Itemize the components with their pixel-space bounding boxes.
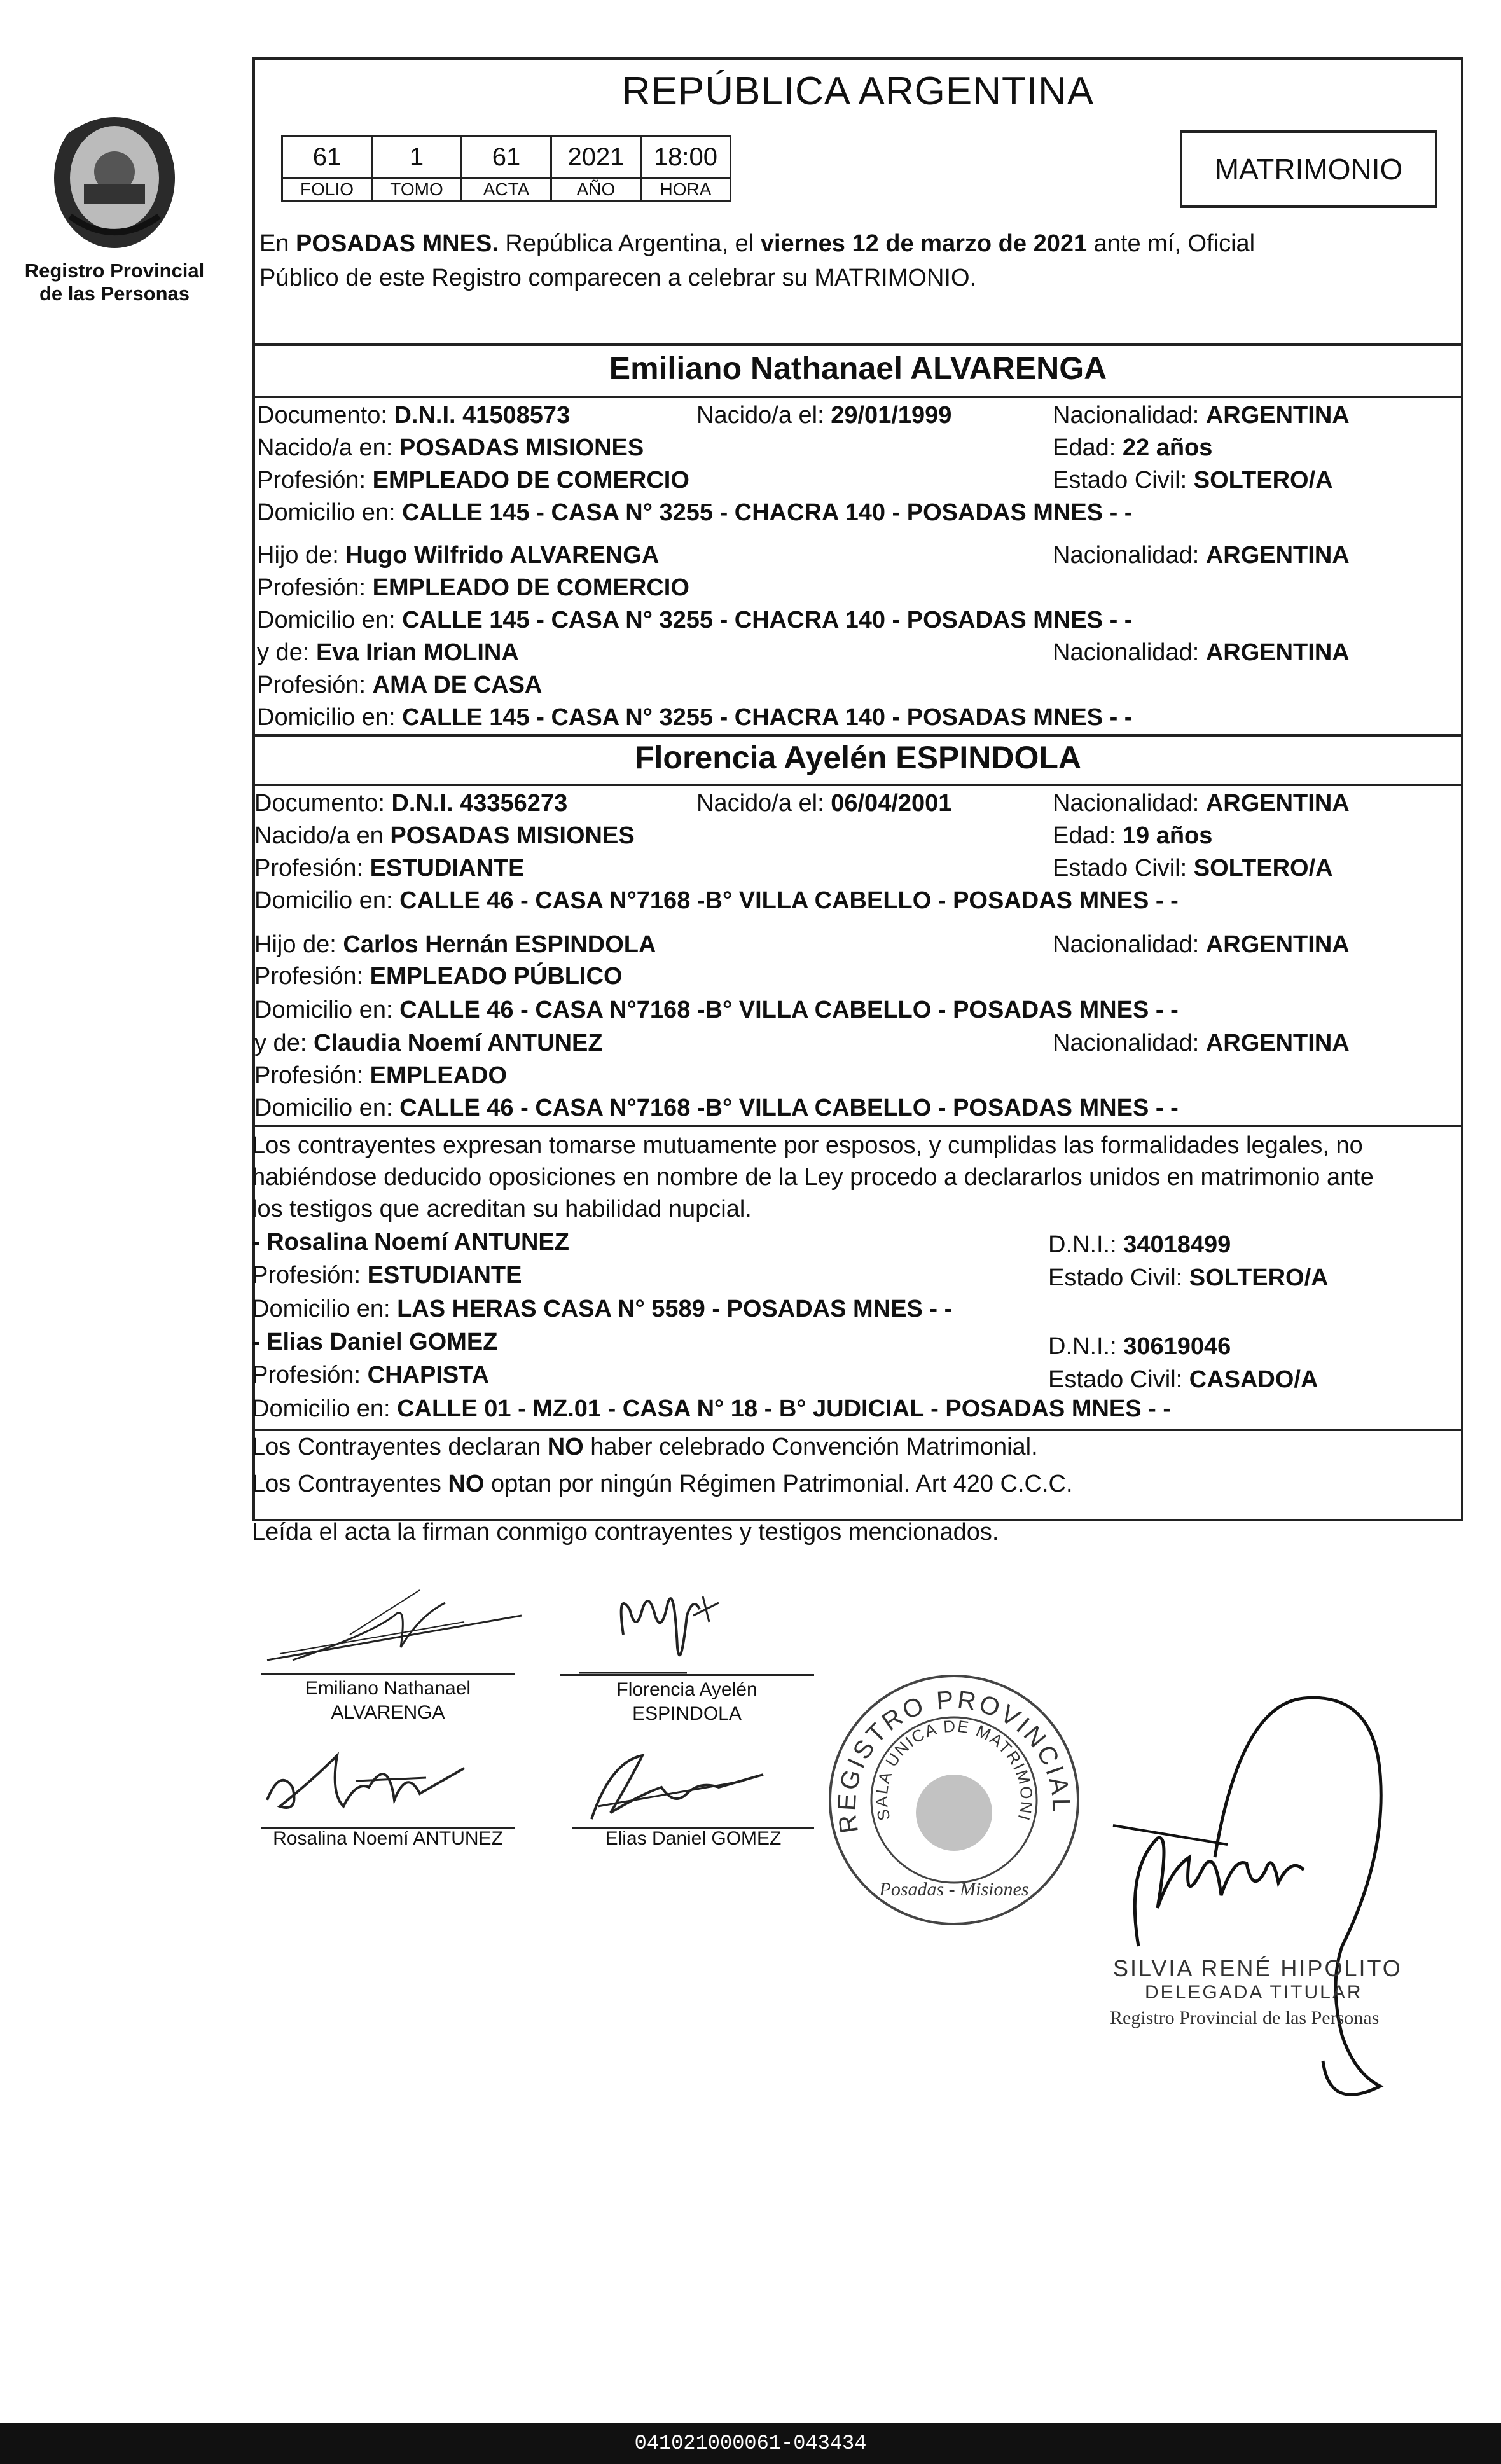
groom-age: Edad: 22 años xyxy=(1053,434,1213,461)
witness-1-address: Domicilio en: LAS HERAS CASA N° 5589 - POSADAS MNES - - xyxy=(252,1296,953,1322)
official-title: DELEGADA TITULAR xyxy=(1145,1982,1363,2003)
witness-2-signature xyxy=(572,1743,782,1832)
witness-1-civil-status: Estado Civil: SOLTERO/A xyxy=(1048,1264,1329,1291)
groom-birthplace: Nacido/a en: POSADAS MISIONES xyxy=(257,434,644,461)
groom-mother-nationality: Nacionalidad: ARGENTINA xyxy=(1053,639,1350,666)
divider xyxy=(252,734,1463,737)
logo-caption-line1: Registro Provincial xyxy=(24,260,205,282)
groom-father: Hijo de: Hugo Wilfrido ALVARENGA xyxy=(257,542,660,569)
bride-mother: y de: Claudia Noemí ANTUNEZ xyxy=(254,1030,603,1056)
witness-1-dni: D.N.I.: 34018499 xyxy=(1048,1231,1231,1258)
acta-label: ACTA xyxy=(462,179,551,201)
bride-address: Domicilio en: CALLE 46 - CASA N°7168 -B° VILLA CABELLO - POSADAS MNES - - xyxy=(254,887,1179,914)
record-table xyxy=(281,135,731,202)
bride-birthplace: Nacido/a en POSADAS MISIONES xyxy=(254,822,635,849)
hora-label: HORA xyxy=(641,179,731,201)
anio-label: AÑO xyxy=(551,179,641,201)
groom-name: Emiliano Nathanael ALVARENGA xyxy=(609,350,1107,386)
folio-value: 61 xyxy=(282,136,372,179)
witness-1-name: - Rosalina Noemí ANTUNEZ xyxy=(252,1229,569,1256)
groom-mother-address: Domicilio en: CALLE 145 - CASA N° 3255 - CHACRA 140 - POSADAS MNES - - xyxy=(257,704,1133,731)
groom-address: Domicilio en: CALLE 145 - CASA N° 3255 - CHACRA 140 - POSADAS MNES - - xyxy=(257,499,1133,526)
groom-civil-status: Estado Civil: SOLTERO/A xyxy=(1053,467,1333,494)
divider xyxy=(252,343,1463,346)
convention-line-2: Los Contrayentes NO optan por ningún Régimen Patrimonial. Art 420 C.C.C. xyxy=(252,1471,1073,1497)
bride-name: Florencia Ayelén ESPINDOLA xyxy=(634,740,1082,775)
signature-line xyxy=(560,1674,814,1676)
tomo-label: TOMO xyxy=(372,179,462,201)
convention-line-1: Los Contrayentes declaran NO haber celebrado Convención Matrimonial. xyxy=(252,1434,1038,1460)
bride-birthdate: Nacido/a el: 06/04/2001 xyxy=(696,790,952,817)
divider xyxy=(252,784,1463,786)
province-logo xyxy=(38,89,191,261)
bride-age: Edad: 19 años xyxy=(1053,822,1213,849)
divider xyxy=(252,396,1463,398)
witness-2-civil-status: Estado Civil: CASADO/A xyxy=(1048,1366,1318,1393)
bride-father-address: Domicilio en: CALLE 46 - CASA N°7168 -B° VILLA CABELLO - POSADAS MNES - - xyxy=(254,997,1179,1023)
document-code-bar: 041021000061-043434 xyxy=(0,2423,1501,2464)
signature-line xyxy=(261,1673,515,1675)
page-title: REPÚBLICA ARGENTINA xyxy=(621,69,1095,113)
groom-signature xyxy=(254,1577,541,1673)
logo-caption-line2: de las Personas xyxy=(39,282,190,305)
divider xyxy=(252,1125,1463,1127)
registry-seal xyxy=(820,1666,1088,1934)
groom-mother-profession: Profesión: AMA DE CASA xyxy=(257,672,543,698)
groom-father-address: Domicilio en: CALLE 145 - CASA N° 3255 - CHACRA 140 - POSADAS MNES - - xyxy=(257,607,1133,633)
bride-father: Hijo de: Carlos Hernán ESPINDOLA xyxy=(254,931,656,958)
official-signature xyxy=(1075,1679,1431,2124)
intro-line-2: Público de este Registro comparecen a celebrar su MATRIMONIO. xyxy=(259,265,977,291)
bride-nationality: Nacionalidad: ARGENTINA xyxy=(1053,790,1350,817)
groom-document: Documento: D.N.I. 41508573 xyxy=(257,402,571,429)
declaration-line-1: Los contrayentes expresan tomarse mutuamente por esposos, y cumplidas las formalidades legales, no xyxy=(252,1132,1363,1159)
seal-inner-text: SALA UNICA DE MATRIMONI xyxy=(871,1716,1037,1824)
seal-outer-text: REGISTRO PROVINCIAL xyxy=(833,1685,1076,1836)
witness-2-profession: Profesión: CHAPISTA xyxy=(252,1362,490,1388)
groom-father-profession: Profesión: EMPLEADO DE COMERCIO xyxy=(257,574,689,601)
witness-2-address: Domicilio en: CALLE 01 - MZ.01 - CASA N° 18 - B° JUDICIAL - POSADAS MNES - - xyxy=(252,1395,1172,1422)
witness-2-name: - Elias Daniel GOMEZ xyxy=(252,1329,498,1355)
witness-2-signature-label: Elias Daniel GOMEZ xyxy=(605,1828,782,1849)
seal-bottom-text: Posadas - Misiones xyxy=(879,1879,1029,1900)
witness-1-signature xyxy=(261,1743,490,1832)
groom-birthdate: Nacido/a el: 29/01/1999 xyxy=(696,402,952,429)
declaration-line-2: habiéndose deducido oposiciones en nombre de la Ley procedo a declararlos unidos en matrimonio ante xyxy=(252,1164,1374,1191)
bride-mother-profession: Profesión: EMPLEADO xyxy=(254,1062,508,1089)
official-office: Registro Provincial de las Personas xyxy=(1110,2007,1380,2028)
anio-value: 2021 xyxy=(551,136,641,179)
groom-nationality: Nacionalidad: ARGENTINA xyxy=(1053,402,1350,429)
bride-document: Documento: D.N.I. 43356273 xyxy=(254,790,568,817)
bride-signature-label: Florencia Ayelén ESPINDOLA xyxy=(616,1679,757,1724)
acta-value: 61 xyxy=(462,136,551,179)
bride-mother-nationality: Nacionalidad: ARGENTINA xyxy=(1053,1030,1350,1056)
hora-value: 18:00 xyxy=(641,136,731,179)
groom-profession: Profesión: EMPLEADO DE COMERCIO xyxy=(257,467,689,494)
bride-father-profession: Profesión: EMPLEADO PÚBLICO xyxy=(254,963,623,990)
document-type-box: MATRIMONIO xyxy=(1180,130,1437,208)
groom-signature-label: Emiliano Nathanael ALVARENGA xyxy=(305,1678,471,1723)
official-name: SILVIA RENÉ HIPOLITO xyxy=(1113,1955,1402,1981)
witness-1-signature-label: Rosalina Noemí ANTUNEZ xyxy=(273,1828,503,1849)
logo-caption xyxy=(19,260,210,305)
bride-mother-address: Domicilio en: CALLE 46 - CASA N°7168 -B° VILLA CABELLO - POSADAS MNES - - xyxy=(254,1095,1179,1121)
bride-profession: Profesión: ESTUDIANTE xyxy=(254,855,525,882)
declaration-line-3: los testigos que acreditan su habilidad nupcial. xyxy=(252,1196,752,1222)
folio-label: FOLIO xyxy=(282,179,372,201)
groom-father-nationality: Nacionalidad: ARGENTINA xyxy=(1053,542,1350,569)
closing-text: Leída el acta la firman conmigo contrayentes y testigos mencionados. xyxy=(252,1519,999,1546)
groom-mother: y de: Eva Irian MOLINA xyxy=(257,639,519,666)
witness-2-dni: D.N.I.: 30619046 xyxy=(1048,1333,1231,1360)
bride-father-nationality: Nacionalidad: ARGENTINA xyxy=(1053,931,1350,958)
intro-line-1: En POSADAS MNES. República Argentina, el viernes 12 de marzo de 2021 ante mí, Oficial xyxy=(259,230,1255,257)
tomo-value: 1 xyxy=(372,136,462,179)
bride-signature xyxy=(572,1577,763,1679)
bride-civil-status: Estado Civil: SOLTERO/A xyxy=(1053,855,1333,882)
witness-1-profession: Profesión: ESTUDIANTE xyxy=(252,1262,522,1289)
